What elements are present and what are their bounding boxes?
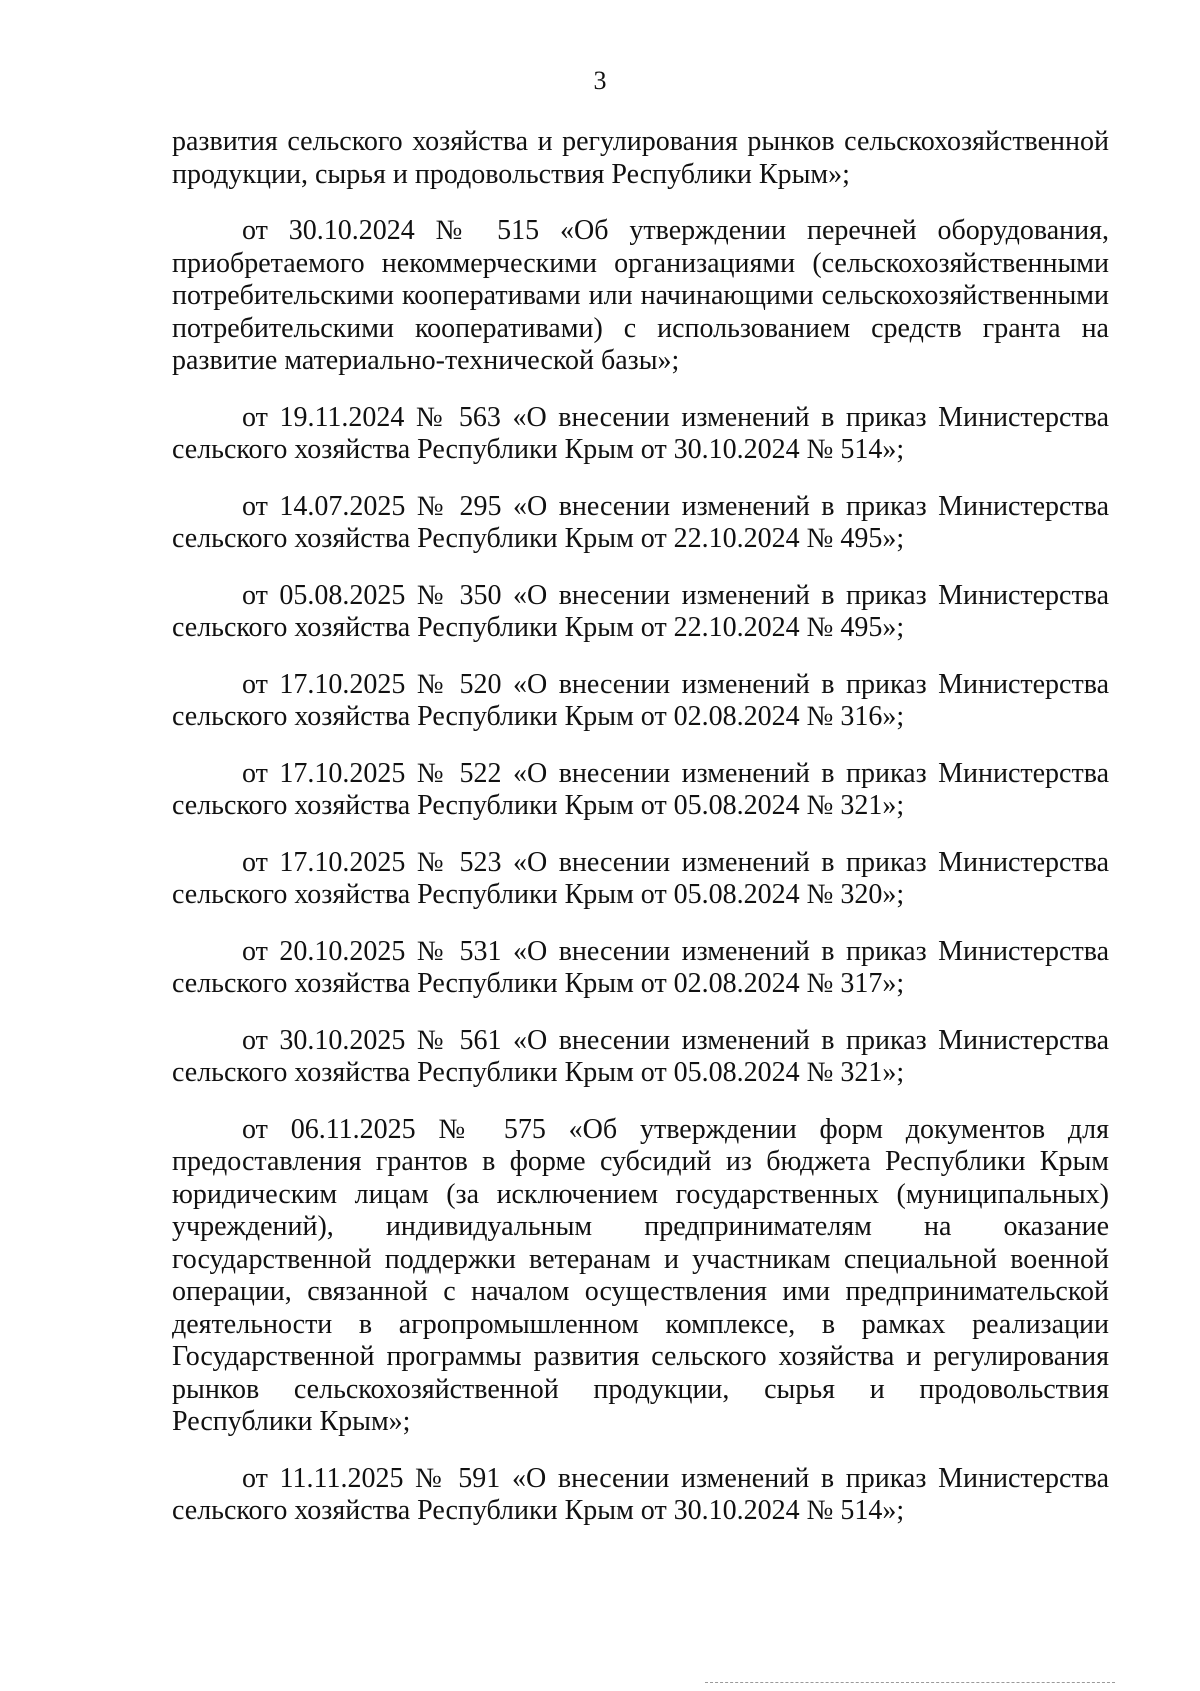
- paragraph-order-591: от 11.11.2025 № 591 «О внесении изменений в приказ Министерства сельского хозяйства Республики Крым от 30.10.2024 № 514»;: [172, 1462, 1109, 1526]
- page-number: 3: [593, 66, 607, 95]
- document-body: [172, 126, 1109, 1552]
- paragraph-order-561: от 30.10.2025 № 561 «О внесении изменений в приказ Министерства сельского хозяйства Республики Крым от 05.08.2024 № 321»;: [172, 1024, 1109, 1088]
- paragraph-order-350: от 05.08.2025 № 350 «О внесении изменений в приказ Министерства сельского хозяйства Республики Крым от 22.10.2024 № 495»;: [172, 579, 1109, 643]
- paragraph-order-523: от 17.10.2025 № 523 «О внесении изменений в приказ Министерства сельского хозяйства Республики Крым от 05.08.2024 № 320»;: [172, 846, 1109, 910]
- paragraph-order-522: от 17.10.2025 № 522 «О внесении изменений в приказ Министерства сельского хозяйства Республики Крым от 05.08.2024 № 321»;: [172, 757, 1109, 821]
- paragraph-continuation: развития сельского хозяйства и регулирования рынков сельскохозяйственной продукции, сырья и продовольствия Республики Крым»;: [172, 126, 1109, 190]
- paragraph-order-295: от 14.07.2025 № 295 «О внесении изменений в приказ Министерства сельского хозяйства Республики Крым от 22.10.2024 № 495»;: [172, 490, 1109, 554]
- paragraph-order-515: от 30.10.2024 № 515 «Об утверждении перечней оборудования, приобретаемого некоммерческими организациями (сельскохозяйственными потребительскими кооперативами или начинающими сельскохозяйственными потребительскими кооперативами) с использованием средств гранта на развитие материально-технической базы»;: [172, 215, 1109, 376]
- paragraph-order-520: от 17.10.2025 № 520 «О внесении изменений в приказ Министерства сельского хозяйства Республики Крым от 02.08.2024 № 316»;: [172, 668, 1109, 732]
- paragraph-order-563: от 19.11.2024 № 563 «О внесении изменений в приказ Министерства сельского хозяйства Республики Крым от 30.10.2024 № 514»;: [172, 401, 1109, 465]
- paragraph-order-575: от 06.11.2025 № 575 «Об утверждении форм документов для предоставления грантов в форме субсидий из бюджета Республики Крым юридическим лицам (за исключением государственных (муниципальных) учреждений), индивидуальным предпринимателям на оказание государственной поддержки ветеранам и участникам специальной военной операции, связанной с началом осуществления ими предпринимательской деятельности в агропромышленном комплексе, в рамках реализации Государственной программы развития сельского хозяйства и регулирования рынков сельскохозяйственной продукции, сырья и продовольствия Республики Крым»;: [172, 1113, 1109, 1437]
- paragraph-order-531: от 20.10.2025 № 531 «О внесении изменений в приказ Министерства сельского хозяйства Республики Крым от 02.08.2024 № 317»;: [172, 935, 1109, 999]
- scan-artifact-line: [705, 1682, 1115, 1683]
